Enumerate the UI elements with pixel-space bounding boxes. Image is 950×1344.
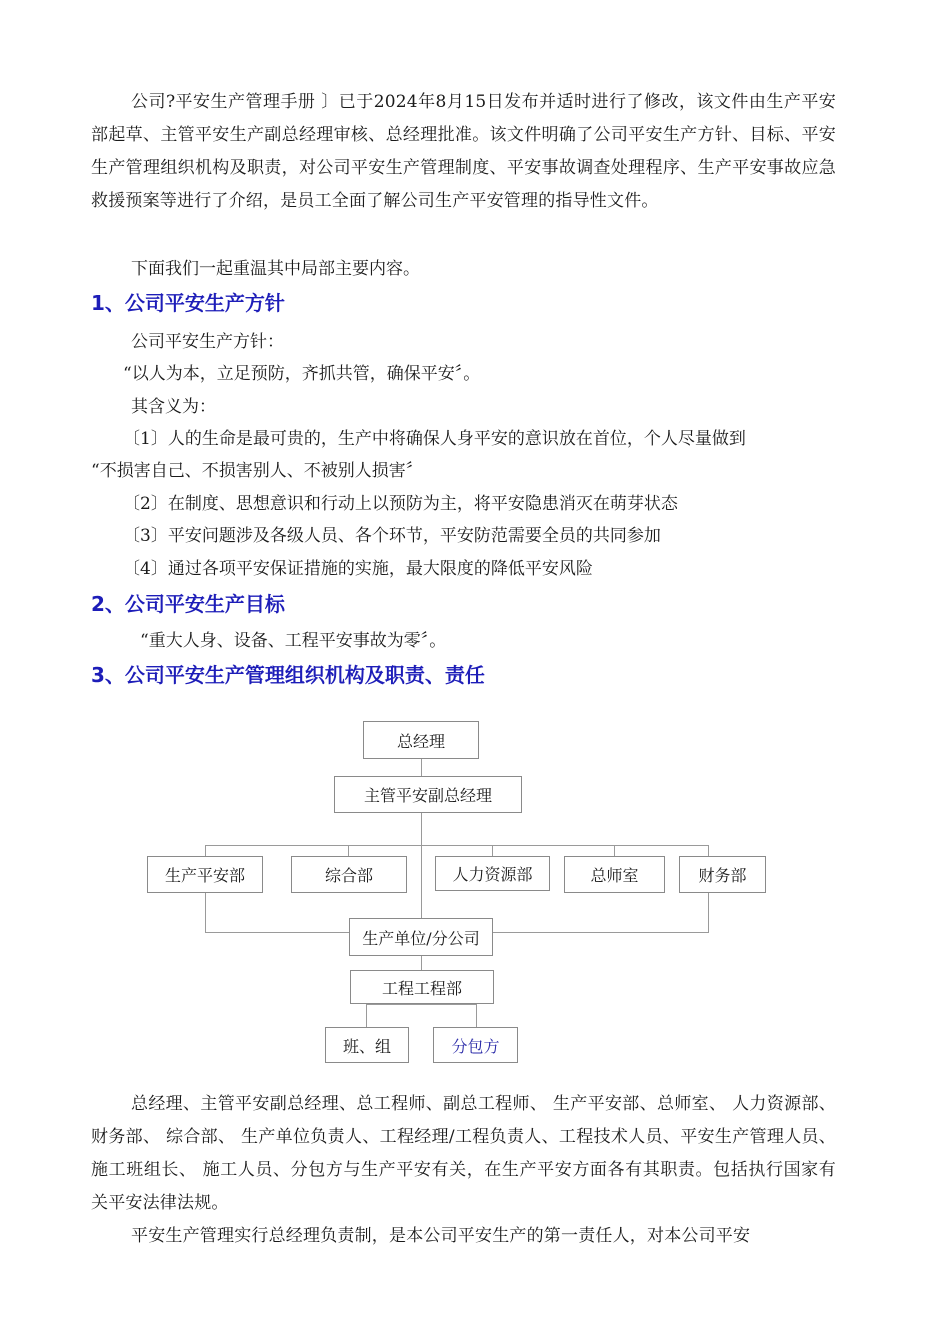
connector	[205, 893, 206, 933]
org-box-general-manager: 总经理	[363, 721, 479, 759]
section1-heading: 1、公司平安生产方针	[91, 291, 285, 315]
intro-paragraph: 公司?平安生产管理手册 〕已于2024年8月15日发布并适时进行了修改，该文件由生产平安部起草、主管平安生产副总经理审核、总经理批准。该文件明确了公司平安生产方针、目标、平安生产管理组织机构及职责，对公司平安生产管理制度、平安事故调查处理程序、生产平安事故应急救援预案等进行了介绍，是员工全面了解公司生产平安管理的指导性文件。	[91, 92, 836, 211]
intro-transition: 下面我们一起重温其中局部主要内容。	[131, 259, 420, 279]
responsibility-paragraph: 总经理、主管平安副总经理、总工程师、副总工程师、 生产平安部、总师室、 人力资源部、 财务部、 综合部、 生产单位负责人、工程经理/工程负责人、工程技术人员、平安生产管理人员、 施工班组长、 施工人员、分包方与生产平安有关，在生产平安方面各有其职责。包括执行国家有关平安法律法规。	[91, 1094, 836, 1213]
meaning-item-1: 〔1〕人的生命是最可贵的，生产中将确保人身平安的意识放在首位，个人尽量做到	[123, 429, 746, 449]
org-box-chief-engineer-office: 总师室	[564, 856, 665, 893]
connector	[476, 1004, 477, 1027]
org-box-production-safety-dept: 生产平安部	[147, 856, 263, 893]
meaning-item-2: 〔2〕在制度、思想意识和行动上以预防为主，将平安隐患消灭在萌芽状态	[123, 494, 678, 514]
section3-heading: 3、公司平安生产管理组织机构及职责、责任	[91, 663, 485, 687]
org-box-team: 班、组	[325, 1027, 409, 1063]
safety-goal: “重大人身、设备、工程平安事故为零〞。	[140, 631, 447, 651]
org-box-production-unit: 生产单位/分公司	[349, 918, 493, 956]
policy-label: 公司平安生产方针：	[131, 332, 284, 352]
dept-bus-bottom-left	[205, 932, 350, 933]
org-box-deputy-manager: 主管平安副总经理	[334, 776, 522, 813]
org-box-general-dept: 综合部	[291, 856, 407, 893]
team-bus	[366, 1004, 476, 1005]
policy-motto: “以人为本，立足预防，齐抓共管，确保平安〞。	[123, 364, 481, 384]
meaning-item-3: 〔3〕平安问题涉及各级人员、各个环节，平安防范需要全员的共同参加	[123, 526, 661, 546]
meaning-item-4: 〔4〕通过各项平安保证措施的实施，最大限度的降低平安风险	[123, 559, 593, 579]
org-box-hr-dept: 人力资源部	[435, 856, 550, 891]
connector	[366, 1004, 367, 1027]
meaning-item-1-cont: “不损害自己、不损害别人、不被别人损害〞	[91, 461, 423, 481]
dept-bus-bottom-right	[492, 932, 708, 933]
org-box-subcontractor: 分包方	[433, 1027, 518, 1063]
org-box-project-dept: 工程工程部	[350, 970, 494, 1004]
org-box-finance-dept: 财务部	[679, 856, 766, 893]
manager-responsibility-paragraph: 平安生产管理实行总经理负责制，是本公司平安生产的第一责任人，对本公司平安	[131, 1226, 751, 1246]
section2-heading: 2、公司平安生产目标	[91, 592, 285, 616]
meaning-label: 其含义为：	[131, 397, 216, 417]
dept-bus-top	[205, 845, 708, 846]
connector	[708, 893, 709, 933]
